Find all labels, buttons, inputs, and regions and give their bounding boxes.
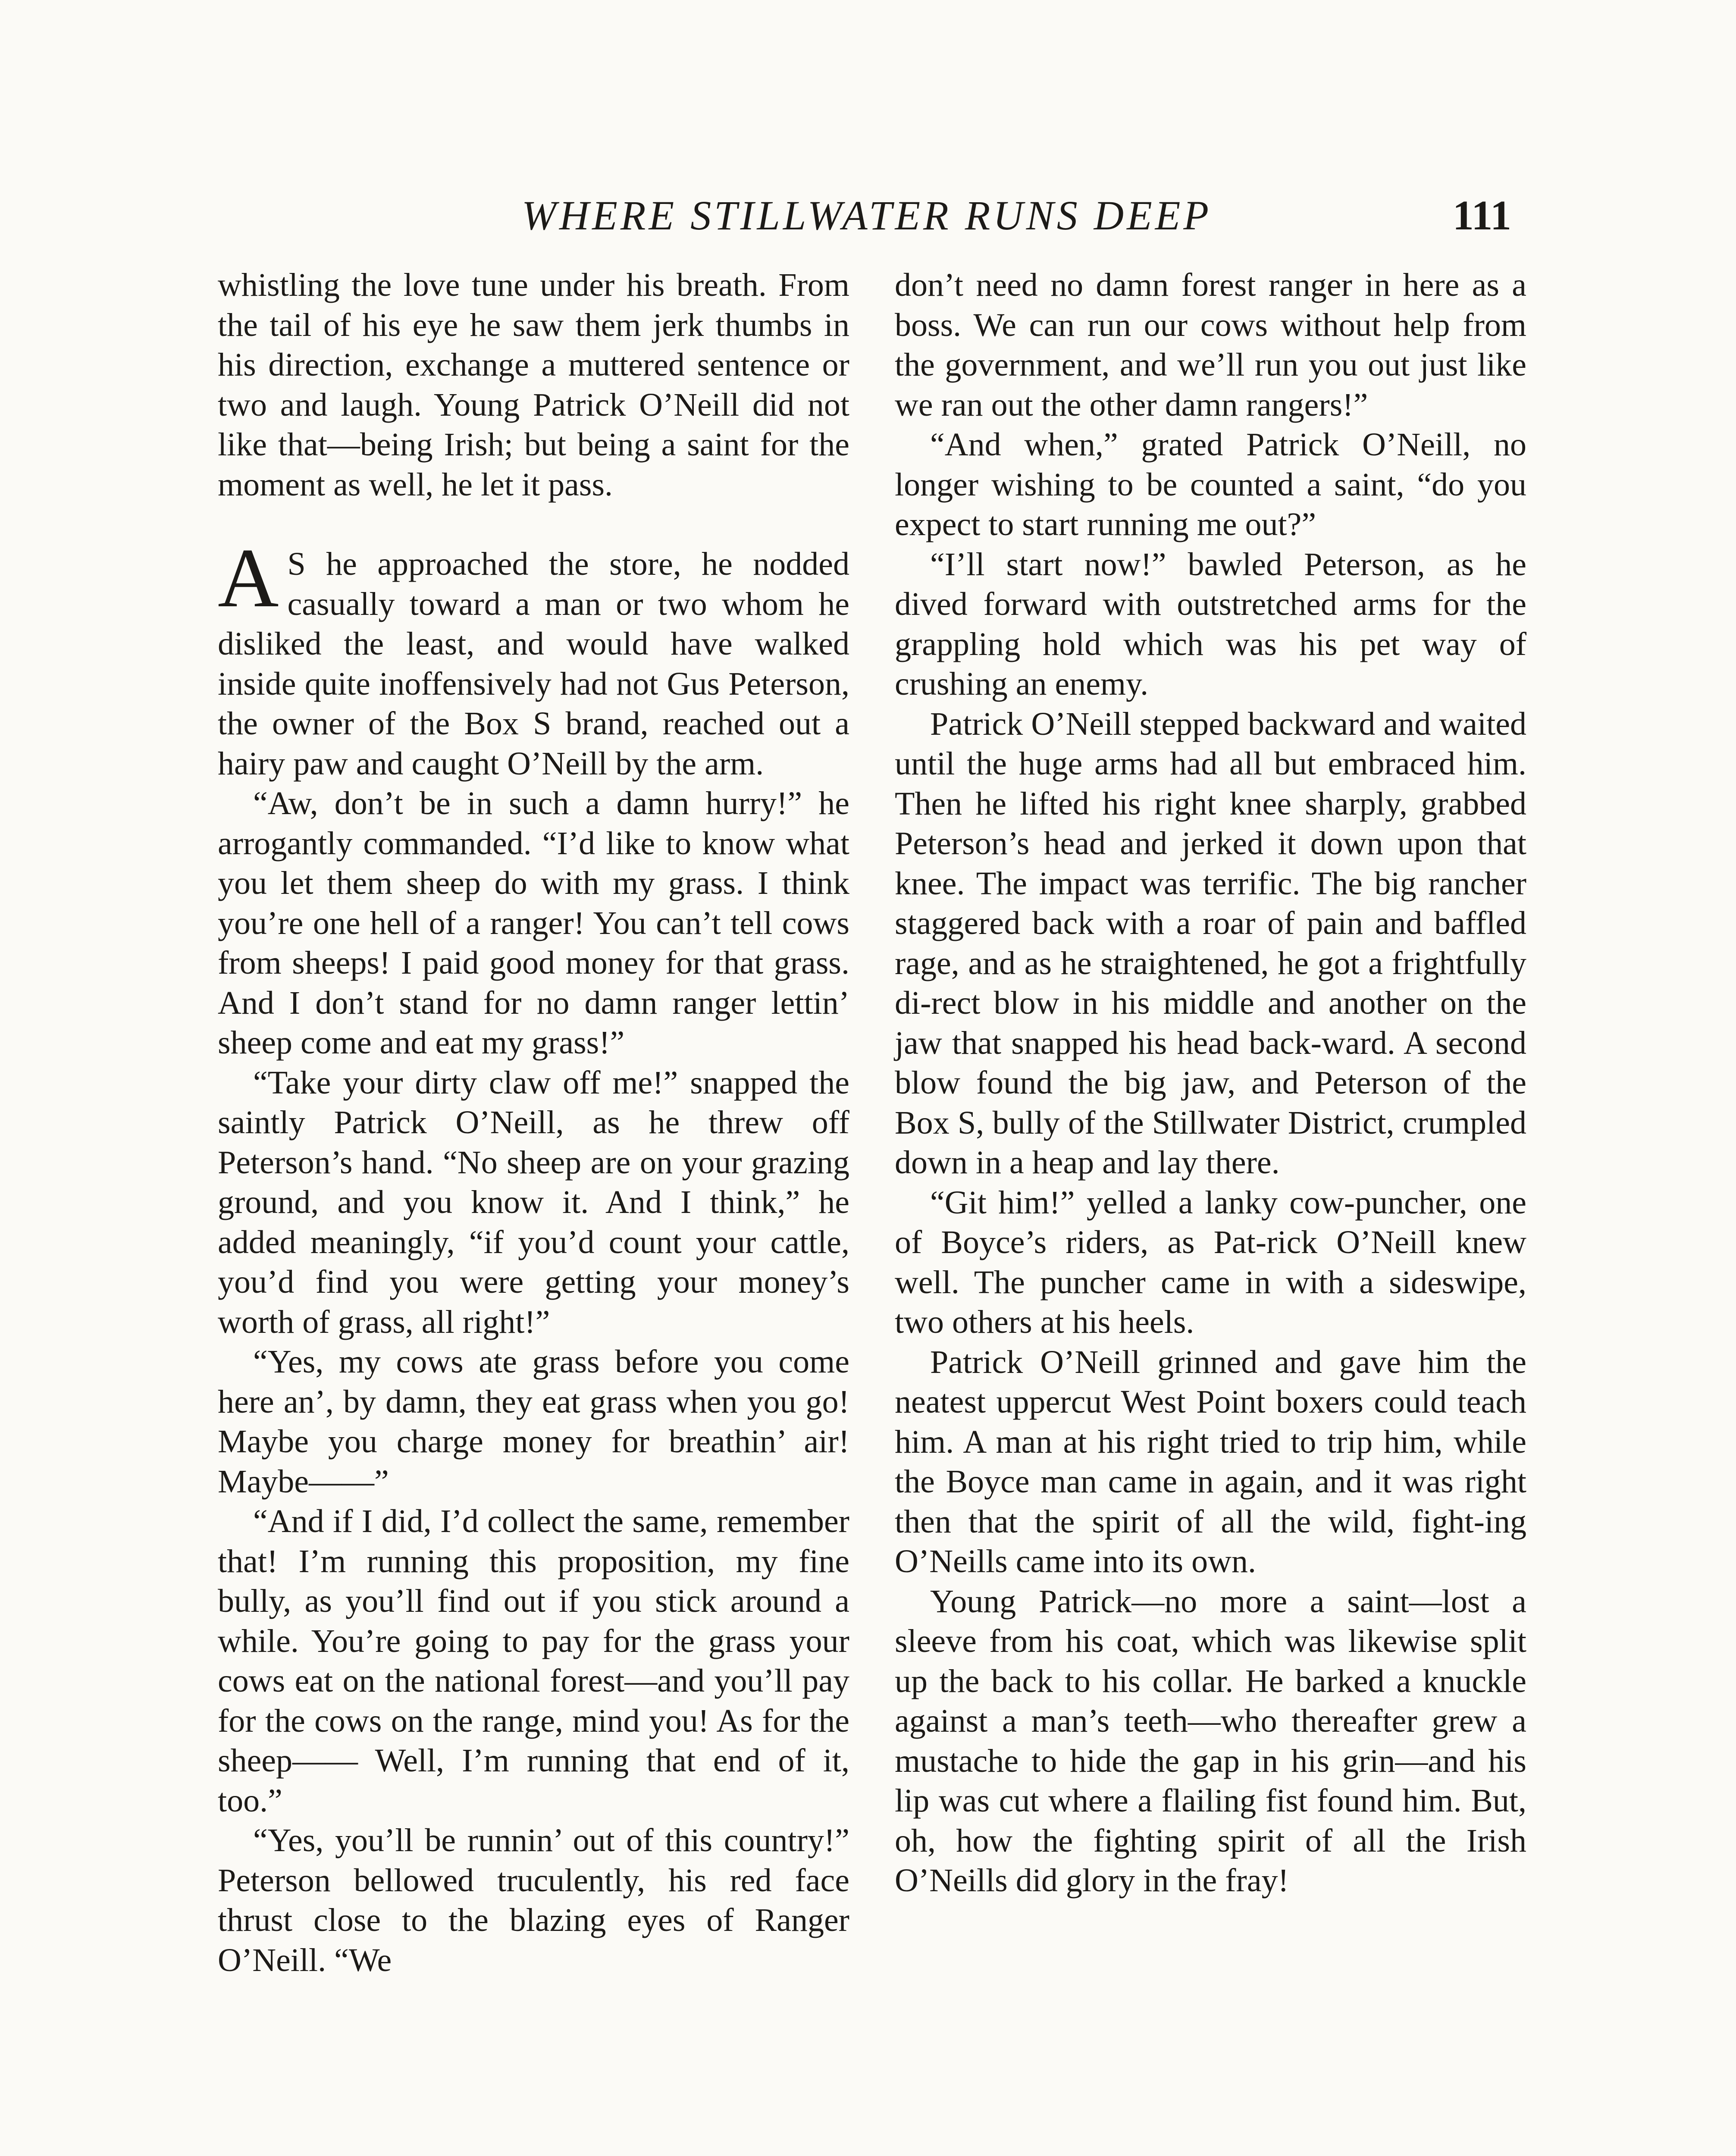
paragraph: don’t need no damn forest ranger in here as a boss. We can run our cows without help from the government, and we’ll run you out just like we ran out the other damn rangers!” (895, 267, 1526, 423)
paragraph: whistling the love tune under his breath. From the tail of his eye he saw them jerk thumbs in his direction, exchange a muttered sentence or two and laugh. Young Patrick O’Neill did not like that—being Irish; but being a saint for the moment as well, he let it pass. (218, 267, 849, 503)
right-column (895, 265, 1526, 1901)
paragraph: Young Patrick—no more a saint—lost a sleeve from his coat, which was likewise split up the back to his collar. He barked a knuckle against a man’s teeth—who thereafter grew a mustache to hide the gap in his grin—and his lip was cut where a flailing fist found him. But, oh, how the fighting spirit of all the Irish O’Neills did glory in the fray! (895, 1583, 1526, 1899)
paragraph: “Aw, don’t be in such a damn hurry!” he arrogantly commanded. “I’d like to know what you let them sheep do with my grass. I think you’re one hell of a ranger! You can’t tell cows from sheeps! I paid good money for that grass. And I don’t stand for no damn ranger lettin’ sheep come and eat my grass!” (218, 785, 849, 1061)
paragraph: “Take your dirty claw off me!” snapped the saintly Patrick O’Neill, as he threw off Peterson’s hand. “No sheep are on your grazing ground, and you know it. And I think,” he added meaningly, “if you’d count your cattle, you’d find you were getting your money’s worth of grass, all right!” (218, 1064, 849, 1340)
paragraph: Patrick O’Neill stepped backward and waited until the huge arms had all but embraced him. Then he lifted his right knee sharply, grabbed Peterson’s head and jerked it down upon that knee. The impact was terrific. The big rancher staggered back with a roar of pain and baffled rage, and as he straightened, he got a frightfully di-rect blow in his middle and another on the jaw that snapped his head back-ward. A second blow found the big jaw, and Peterson of the Box S, bully of the Stillwater District, crumpled down in a heap and lay there. (895, 705, 1526, 1181)
paragraph: “And when,” grated Patrick O’Neill, no longer wishing to be counted a saint, “do you expect to start running me out?” (895, 426, 1526, 542)
paragraph: Patrick O’Neill grinned and gave him the neatest uppercut West Point boxers could teach him. A man at his right tried to trip him, while the Boyce man came in again, and it was right then that the spirit of all the wild, fight-ing O’Neills came into its own. (895, 1344, 1526, 1579)
left-column (218, 265, 849, 1980)
paragraph: “And if I did, I’d collect the same, remember that! I’m running this proposition, my fine bully, as you’ll find out if you stick around a while. You’re going to pay for the grass your cows eat on the national forest—and you’ll pay for the cows on the range, mind you! As for the sheep—— Well, I’m running that end of it, too.” (218, 1503, 849, 1819)
paragraph: “Yes, you’ll be runnin’ out of this country!” Peterson bellowed truculently, his red face thrust close to the blazing eyes of Ranger O’Neill. “We (218, 1822, 849, 1978)
page-number: 111 (1452, 192, 1511, 239)
paragraph: “Yes, my cows ate grass before you come here an’, by damn, they eat grass when you go! Maybe you charge money for breathin’ air! Maybe——” (218, 1344, 849, 1500)
paragraph-text: S he approached the store, he nodded casually toward a man or two whom he disliked the least, and would have walked inside quite inoffensively had not Gus Peterson, the owner of the Box S brand, reached out a hairy paw and caught O’Neill by the arm. (218, 546, 849, 782)
section-opening-paragraph (218, 531, 849, 783)
paragraph: “I’ll start now!” bawled Peterson, as he dived forward with outstretched arms for the grappling hold which was his pet way of crushing an enemy. (895, 546, 1526, 702)
drop-cap: A (218, 531, 279, 625)
running-head: WHERE STILLWATER RUNS DEEP (521, 192, 1212, 238)
paragraph: “Git him!” yelled a lanky cow-puncher, one of Boyce’s riders, as Pat-rick O’Neill knew well. The puncher came in with a sideswipe, two others at his heels. (895, 1184, 1526, 1340)
page-header (218, 181, 1516, 250)
